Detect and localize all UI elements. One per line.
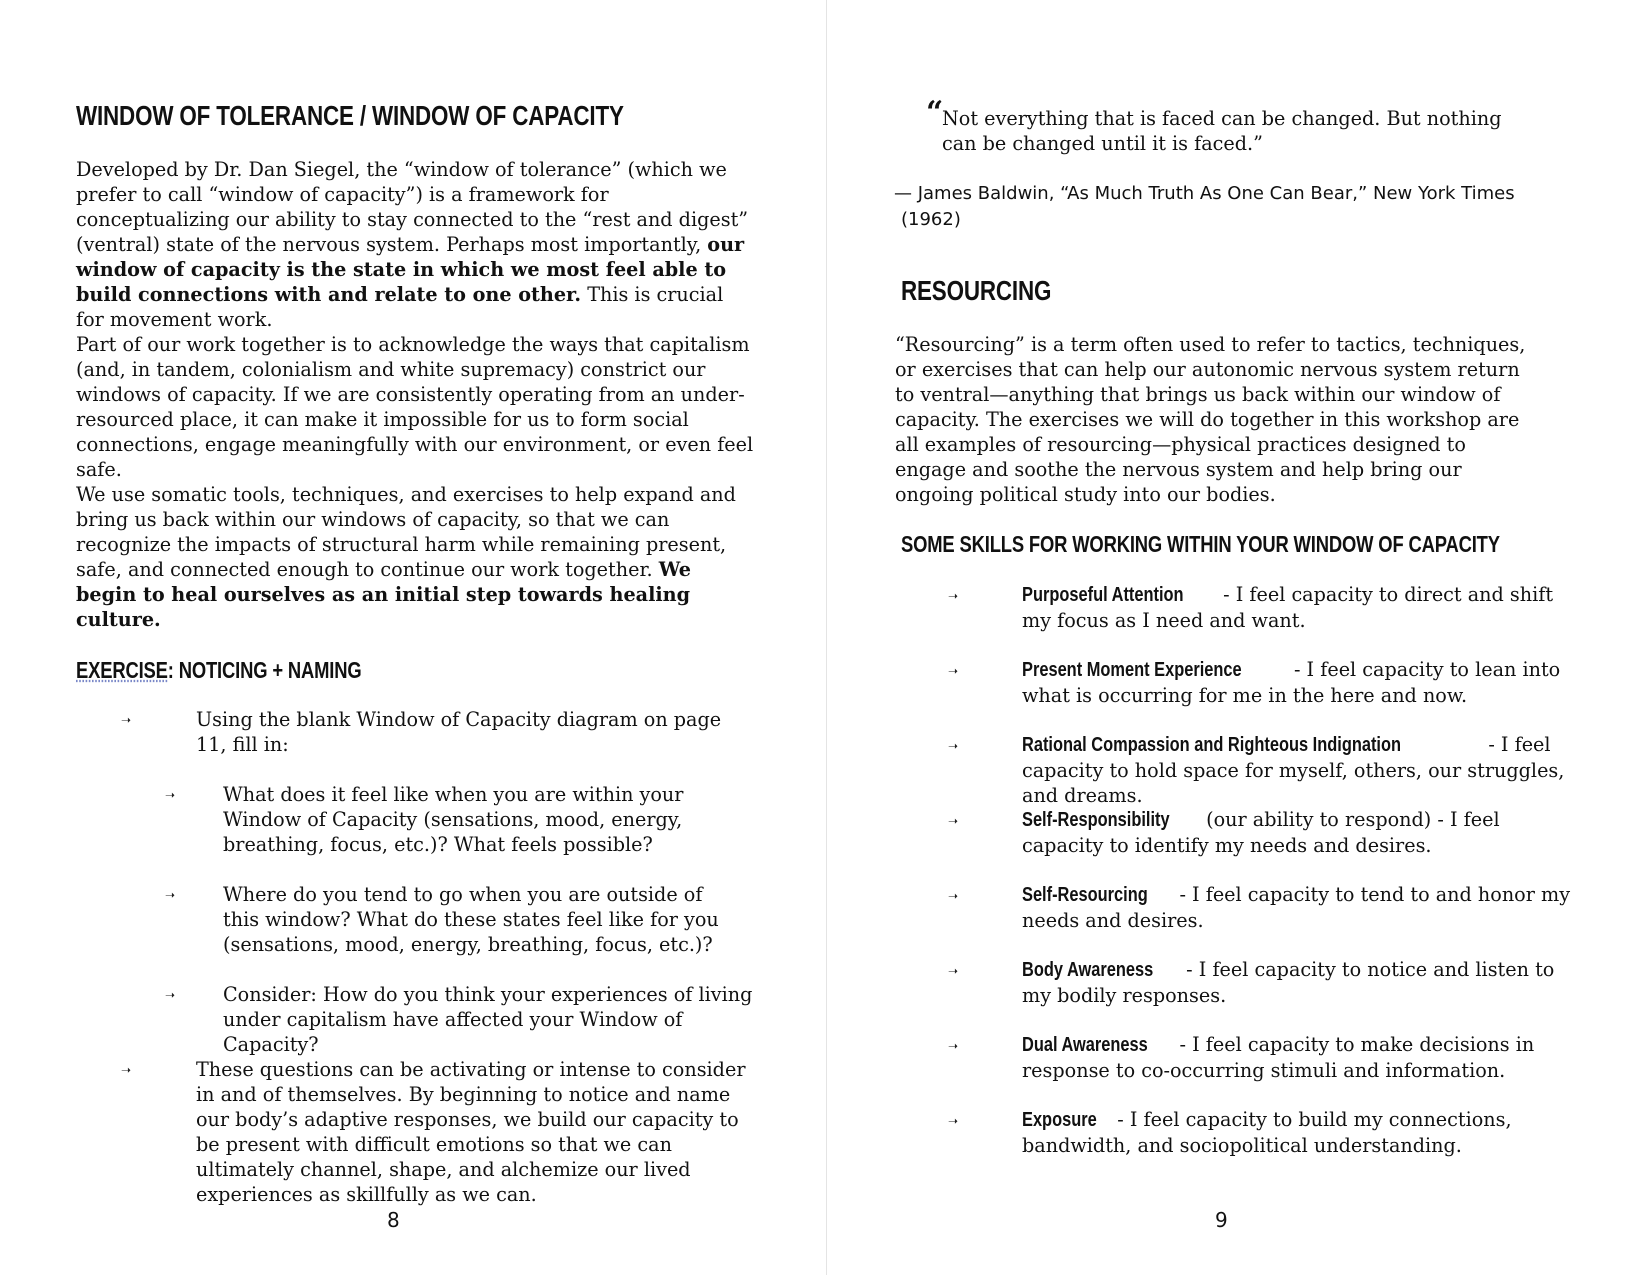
skill-item (1022, 732, 1587, 808)
intro-text-c: This is crucial for movement work. (76, 283, 724, 331)
skill-item (1022, 582, 1582, 633)
exercise-subbullet-1: What does it feel like when you are within your Window of Capacity (sensations, mood, energy, breathing, focus, etc.)? What feels possible? (223, 783, 684, 856)
resourcing-title: RESOURCING (901, 275, 1052, 306)
exercise-bullet-1: Using the blank Window of Capacity diagram on page 11, fill in: (196, 708, 722, 756)
arrow-right-icon: ➝ (948, 814, 959, 828)
capitalism-paragraph: Part of our work together is to acknowledge the ways that capitalism (and, in tandem, colonialism and white supremacy) constrict our windows of capacity. If we are consistently operating from an under-resourced place, it can make it impossible for us to form social connections, engage meaningfully with our environment, or even feel safe. (76, 333, 754, 481)
quote-mark-icon: “ (926, 95, 944, 130)
exercise-title (76, 657, 362, 684)
arrow-right-icon: ➝ (165, 988, 176, 1002)
somatic-paragraph (76, 482, 756, 632)
skill-item (1022, 657, 1587, 708)
right-page (827, 0, 1650, 1275)
arrow-right-icon: ➝ (948, 664, 959, 678)
skill-desc: - I feel capacity to direct and shift my focus as I need and want. (1022, 583, 1554, 632)
skill-item (1022, 882, 1592, 933)
exercise-label: EXERCISE (76, 657, 168, 683)
skill-desc: - I feel capacity to lean into what is occurring for me in the here and now. (1022, 658, 1561, 707)
skill-item (1022, 957, 1582, 1008)
skill-term: Purposeful Attention (1022, 584, 1184, 606)
arrow-right-icon: ➝ (165, 888, 176, 902)
arrow-right-icon: ➝ (948, 964, 959, 978)
attribution-line-2: (1962) (901, 209, 961, 230)
skill-desc: - I feel capacity to tend to and honor my needs and desires. (1022, 883, 1571, 932)
intro-text-bold: our window of capacity is the state in which we most feel able to build connections with and relate to one other. (76, 233, 745, 306)
skill-term: Self-Responsibility (1022, 809, 1170, 831)
page-number: 8 (387, 1208, 400, 1232)
baldwin-quote: Not everything that is faced can be changed. But nothing can be changed until it is faced.” (942, 107, 1502, 155)
resourcing-paragraph: “Resourcing” is a term often used to refer to tactics, techniques, or exercises that can help our autonomic nervous system return to ventral—anything that brings us back within our window of capacity. The exercises we will do together in this workshop are all examples of resourcing—physical practices designed to engage and soothe the nervous system and help bring our ongoing political study into our bodies. (895, 333, 1526, 506)
skill-item (1022, 807, 1587, 858)
exercise-subbullet-2: Where do you tend to go when you are outside of this window? What do these states feel like for you (sensations, mood, energy, breathing, focus, etc.)? (223, 883, 719, 956)
skill-item (1022, 1107, 1587, 1158)
arrow-right-icon: ➝ (121, 713, 132, 727)
skill-term: Present Moment Experience (1022, 659, 1242, 681)
skill-term: Dual Awareness (1022, 1034, 1148, 1056)
exercise-bullet-2: These questions can be activating or intense to consider in and of themselves. By beginning to notice and name our body’s adaptive responses, we build our capacity to be present with difficult emotions so that we can ultimately channel, shape, and alchemize our lived experiences as skillfully as we can. (196, 1058, 746, 1206)
somatic-text-a: We use somatic tools, techniques, and exercises to help expand and bring us back within our windows of capacity, so that we can recognize the impacts of structural harm while remaining present, safe, and connected enough to continue our work together. (76, 483, 736, 581)
skill-desc: - I feel capacity to make decisions in response to co-occurring stimuli and information. (1022, 1033, 1535, 1082)
skill-item (1022, 1032, 1587, 1083)
arrow-right-icon: ➝ (948, 1039, 959, 1053)
arrow-right-icon: ➝ (948, 589, 959, 603)
quote-attribution (894, 181, 1594, 233)
attribution-line-1: — James Baldwin, “As Much Truth As One Can Bear,” New York Times (894, 183, 1515, 204)
arrow-right-icon: ➝ (948, 889, 959, 903)
skill-term: Exposure (1022, 1109, 1097, 1131)
page-number: 9 (1215, 1208, 1228, 1232)
skill-desc: - I feel capacity to notice and listen to my bodily responses. (1022, 958, 1555, 1007)
page-title: WINDOW OF TOLERANCE / WINDOW OF CAPACITY (76, 100, 624, 131)
skill-term: Rational Compassion and Righteous Indignation (1022, 734, 1402, 756)
exercise-subtitle: : NOTICING + NAMING (167, 657, 362, 683)
skill-desc: (our ability to respond) - I feel capacity to identify my needs and desires. (1022, 808, 1500, 857)
skill-term: Body Awareness (1022, 959, 1154, 981)
skill-desc: - I feel capacity to build my connections, bandwidth, and sociopolitical understanding. (1022, 1108, 1512, 1157)
arrow-right-icon: ➝ (121, 1063, 132, 1077)
skill-desc: - I feel capacity to hold space for myself, others, our struggles, and dreams. (1022, 733, 1565, 807)
intro-text-a: Developed by Dr. Dan Siegel, the “window of tolerance” (which we prefer to call “window of capacity”) is a framework for conceptualizing our ability to stay connected to the “rest and digest” (ventral) state of the nervous system. Perhaps most importantly, (76, 158, 749, 256)
exercise-subbullet-3: Consider: How do you think your experiences of living under capitalism have affected your Window of Capacity? (223, 983, 753, 1056)
somatic-text-bold: We begin to heal ourselves as an initial step towards healing culture. (76, 558, 691, 631)
arrow-right-icon: ➝ (948, 1114, 959, 1128)
arrow-right-icon: ➝ (165, 788, 176, 802)
intro-paragraph (76, 157, 756, 332)
skills-title: SOME SKILLS FOR WORKING WITHIN YOUR WINDOW OF CAPACITY (901, 531, 1500, 557)
arrow-right-icon: ➝ (948, 739, 959, 753)
skill-term: Self-Resourcing (1022, 884, 1148, 906)
